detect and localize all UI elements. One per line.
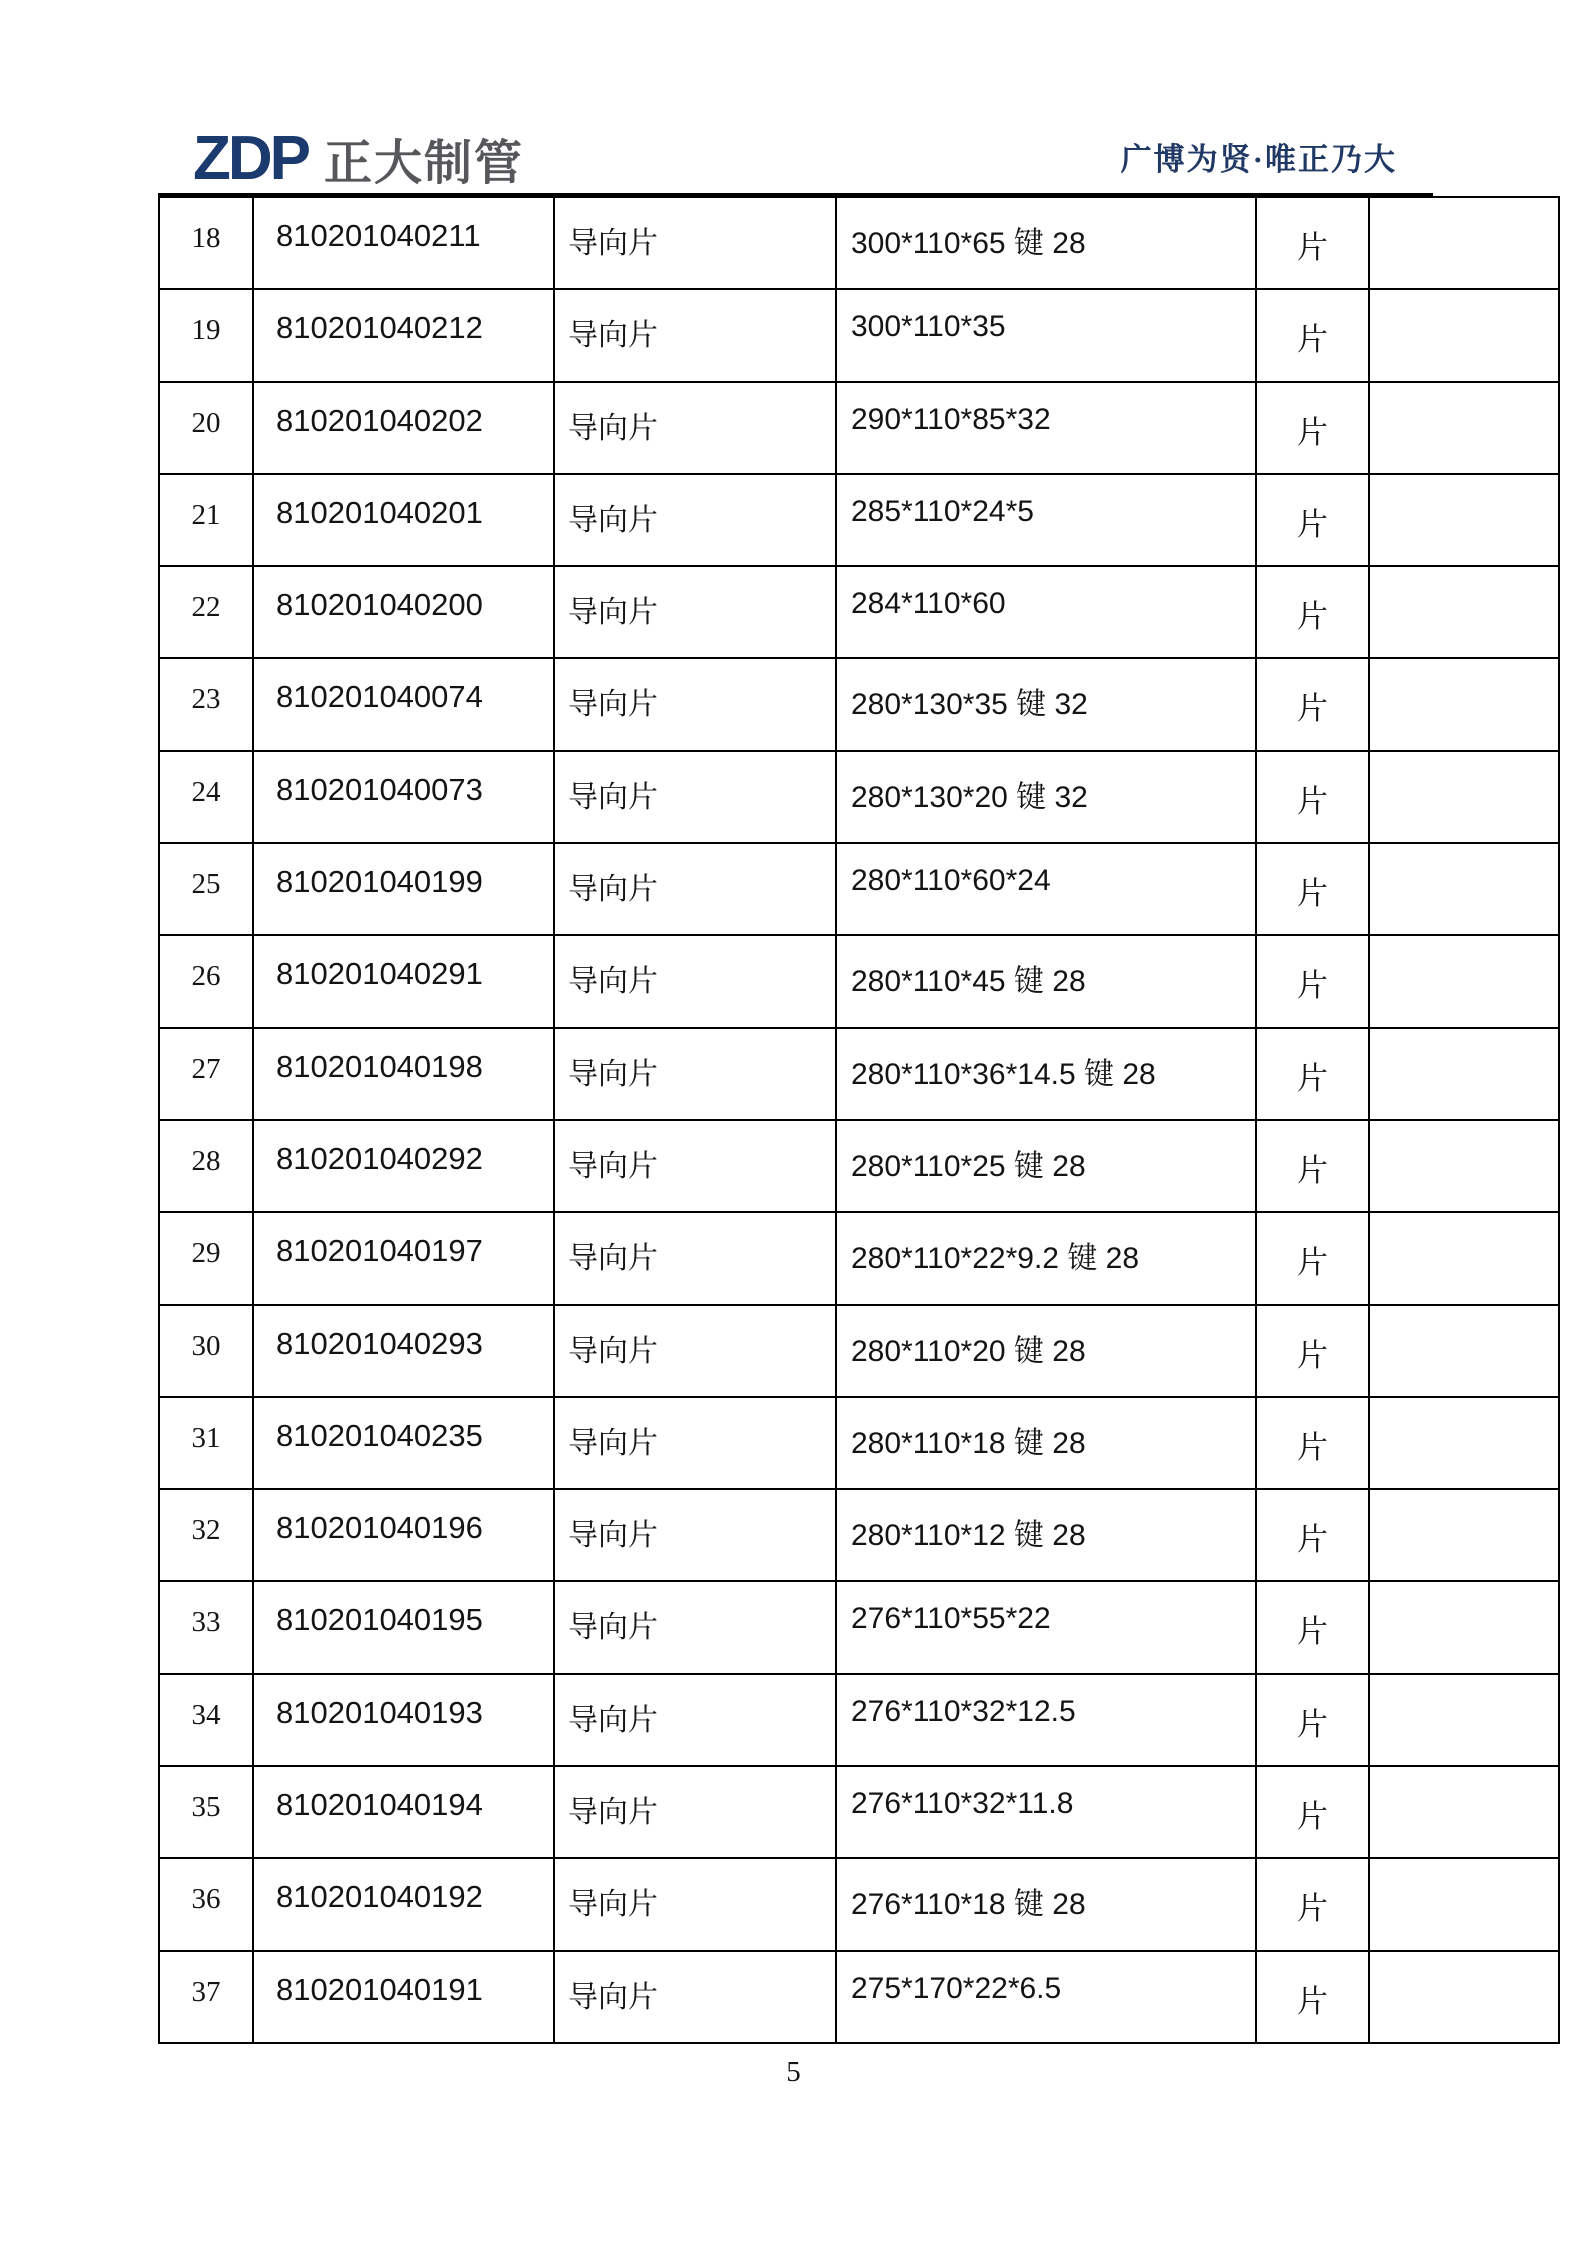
row-number-cell: 21	[159, 474, 253, 566]
part-code-cell: 810201040198	[253, 1028, 554, 1120]
part-code-cell: 810201040211	[253, 197, 554, 289]
part-spec-cell: 280*110*12 键 28	[836, 1489, 1256, 1581]
parts-table-body	[159, 197, 1559, 2043]
part-spec-cell: 280*110*45 键 28	[836, 935, 1256, 1027]
row-number-cell: 34	[159, 1674, 253, 1766]
row-number-cell: 32	[159, 1489, 253, 1581]
part-name-cell: 导向片	[554, 289, 836, 381]
part-name-cell: 导向片	[554, 1305, 836, 1397]
remark-cell	[1369, 1120, 1559, 1212]
remark-cell	[1369, 1305, 1559, 1397]
part-spec-cell: 300*110*65 键 28	[836, 197, 1256, 289]
part-name-cell: 导向片	[554, 197, 836, 289]
row-number-cell: 23	[159, 658, 253, 750]
part-name-cell: 导向片	[554, 935, 836, 1027]
row-number-cell: 30	[159, 1305, 253, 1397]
unit-cell: 片	[1256, 382, 1369, 474]
part-name-cell: 导向片	[554, 1581, 836, 1673]
part-spec-cell: 276*110*32*11.8	[836, 1766, 1256, 1858]
remark-cell	[1369, 474, 1559, 566]
table-row	[159, 1028, 1559, 1120]
remark-cell	[1369, 1212, 1559, 1304]
company-logo	[193, 124, 525, 193]
table-row	[159, 1305, 1559, 1397]
table-row	[159, 474, 1559, 566]
row-number-cell: 18	[159, 197, 253, 289]
table-row	[159, 1489, 1559, 1581]
unit-cell: 片	[1256, 1212, 1369, 1304]
part-name-cell: 导向片	[554, 1212, 836, 1304]
part-name-cell: 导向片	[554, 1766, 836, 1858]
part-name-cell: 导向片	[554, 1397, 836, 1489]
remark-cell	[1369, 1489, 1559, 1581]
part-code-cell: 810201040192	[253, 1858, 554, 1950]
row-number-cell: 29	[159, 1212, 253, 1304]
remark-cell	[1369, 1766, 1559, 1858]
remark-cell	[1369, 1858, 1559, 1950]
unit-cell: 片	[1256, 1120, 1369, 1212]
unit-cell: 片	[1256, 1674, 1369, 1766]
row-number-cell: 28	[159, 1120, 253, 1212]
remark-cell	[1369, 1397, 1559, 1489]
parts-table	[158, 196, 1560, 2044]
part-name-cell: 导向片	[554, 658, 836, 750]
table-row	[159, 1951, 1559, 2043]
unit-cell: 片	[1256, 1581, 1369, 1673]
row-number-cell: 26	[159, 935, 253, 1027]
row-number-cell: 20	[159, 382, 253, 474]
remark-cell	[1369, 751, 1559, 843]
part-name-cell: 导向片	[554, 566, 836, 658]
part-name-cell: 导向片	[554, 474, 836, 566]
remark-cell	[1369, 197, 1559, 289]
part-spec-cell: 280*110*22*9.2 键 28	[836, 1212, 1256, 1304]
remark-cell	[1369, 1951, 1559, 2043]
part-name-cell: 导向片	[554, 382, 836, 474]
remark-cell	[1369, 566, 1559, 658]
unit-cell: 片	[1256, 751, 1369, 843]
part-code-cell: 810201040202	[253, 382, 554, 474]
part-code-cell: 810201040195	[253, 1581, 554, 1673]
part-code-cell: 810201040194	[253, 1766, 554, 1858]
part-name-cell: 导向片	[554, 1120, 836, 1212]
unit-cell: 片	[1256, 1305, 1369, 1397]
remark-cell	[1369, 658, 1559, 750]
part-code-cell: 810201040191	[253, 1951, 554, 2043]
part-name-cell: 导向片	[554, 1028, 836, 1120]
row-number-cell: 19	[159, 289, 253, 381]
part-name-cell: 导向片	[554, 1674, 836, 1766]
unit-cell: 片	[1256, 289, 1369, 381]
unit-cell: 片	[1256, 1766, 1369, 1858]
table-row	[159, 1212, 1559, 1304]
part-spec-cell: 280*110*18 键 28	[836, 1397, 1256, 1489]
table-row	[159, 289, 1559, 381]
part-name-cell: 导向片	[554, 1858, 836, 1950]
part-code-cell: 810201040196	[253, 1489, 554, 1581]
part-code-cell: 810201040197	[253, 1212, 554, 1304]
table-row	[159, 658, 1559, 750]
row-number-cell: 37	[159, 1951, 253, 2043]
remark-cell	[1369, 1674, 1559, 1766]
remark-cell	[1369, 289, 1559, 381]
row-number-cell: 33	[159, 1581, 253, 1673]
remark-cell	[1369, 1581, 1559, 1673]
part-code-cell: 810201040212	[253, 289, 554, 381]
part-spec-cell: 284*110*60	[836, 566, 1256, 658]
part-name-cell: 导向片	[554, 843, 836, 935]
remark-cell	[1369, 382, 1559, 474]
row-number-cell: 31	[159, 1397, 253, 1489]
table-row	[159, 197, 1559, 289]
table-row	[159, 1581, 1559, 1673]
row-number-cell: 25	[159, 843, 253, 935]
part-code-cell: 810201040291	[253, 935, 554, 1027]
zdp-logo-mark: ZDP	[193, 124, 308, 193]
remark-cell	[1369, 843, 1559, 935]
unit-cell: 片	[1256, 566, 1369, 658]
table-row	[159, 751, 1559, 843]
part-code-cell: 810201040073	[253, 751, 554, 843]
unit-cell: 片	[1256, 843, 1369, 935]
row-number-cell: 24	[159, 751, 253, 843]
table-row	[159, 1120, 1559, 1212]
remark-cell	[1369, 935, 1559, 1027]
row-number-cell: 22	[159, 566, 253, 658]
row-number-cell: 27	[159, 1028, 253, 1120]
part-code-cell: 810201040200	[253, 566, 554, 658]
part-spec-cell: 280*110*60*24	[836, 843, 1256, 935]
unit-cell: 片	[1256, 658, 1369, 750]
page-number: 5	[786, 2056, 801, 2088]
table-row	[159, 382, 1559, 474]
part-name-cell: 导向片	[554, 751, 836, 843]
part-spec-cell: 280*130*20 键 32	[836, 751, 1256, 843]
part-spec-cell: 280*110*36*14.5 键 28	[836, 1028, 1256, 1120]
table-row	[159, 1858, 1559, 1950]
table-row	[159, 935, 1559, 1027]
part-code-cell: 810201040293	[253, 1305, 554, 1397]
part-spec-cell: 300*110*35	[836, 289, 1256, 381]
table-row	[159, 1766, 1559, 1858]
part-spec-cell: 285*110*24*5	[836, 474, 1256, 566]
part-spec-cell: 280*110*25 键 28	[836, 1120, 1256, 1212]
company-name: 正大制管	[324, 137, 525, 190]
part-spec-cell: 280*110*20 键 28	[836, 1305, 1256, 1397]
unit-cell: 片	[1256, 1397, 1369, 1489]
table-row	[159, 1674, 1559, 1766]
part-code-cell: 810201040235	[253, 1397, 554, 1489]
part-name-cell: 导向片	[554, 1489, 836, 1581]
row-number-cell: 35	[159, 1766, 253, 1858]
part-spec-cell: 290*110*85*32	[836, 382, 1256, 474]
unit-cell: 片	[1256, 474, 1369, 566]
part-spec-cell: 280*130*35 键 32	[836, 658, 1256, 750]
table-row	[159, 1397, 1559, 1489]
part-spec-cell: 276*110*32*12.5	[836, 1674, 1256, 1766]
unit-cell: 片	[1256, 935, 1369, 1027]
part-spec-cell: 276*110*55*22	[836, 1581, 1256, 1673]
unit-cell: 片	[1256, 197, 1369, 289]
unit-cell: 片	[1256, 1858, 1369, 1950]
part-spec-cell: 275*170*22*6.5	[836, 1951, 1256, 2043]
unit-cell: 片	[1256, 1951, 1369, 2043]
part-code-cell: 810201040199	[253, 843, 554, 935]
row-number-cell: 36	[159, 1858, 253, 1950]
unit-cell: 片	[1256, 1028, 1369, 1120]
table-row	[159, 843, 1559, 935]
part-spec-cell: 276*110*18 键 28	[836, 1858, 1256, 1950]
part-name-cell: 导向片	[554, 1951, 836, 2043]
remark-cell	[1369, 1028, 1559, 1120]
unit-cell: 片	[1256, 1489, 1369, 1581]
part-code-cell: 810201040193	[253, 1674, 554, 1766]
header-slogan: 广博为贤·唯正乃大	[1120, 142, 1397, 177]
part-code-cell: 810201040201	[253, 474, 554, 566]
table-row	[159, 566, 1559, 658]
part-code-cell: 810201040292	[253, 1120, 554, 1212]
page-footer	[0, 2056, 1587, 2089]
part-code-cell: 810201040074	[253, 658, 554, 750]
